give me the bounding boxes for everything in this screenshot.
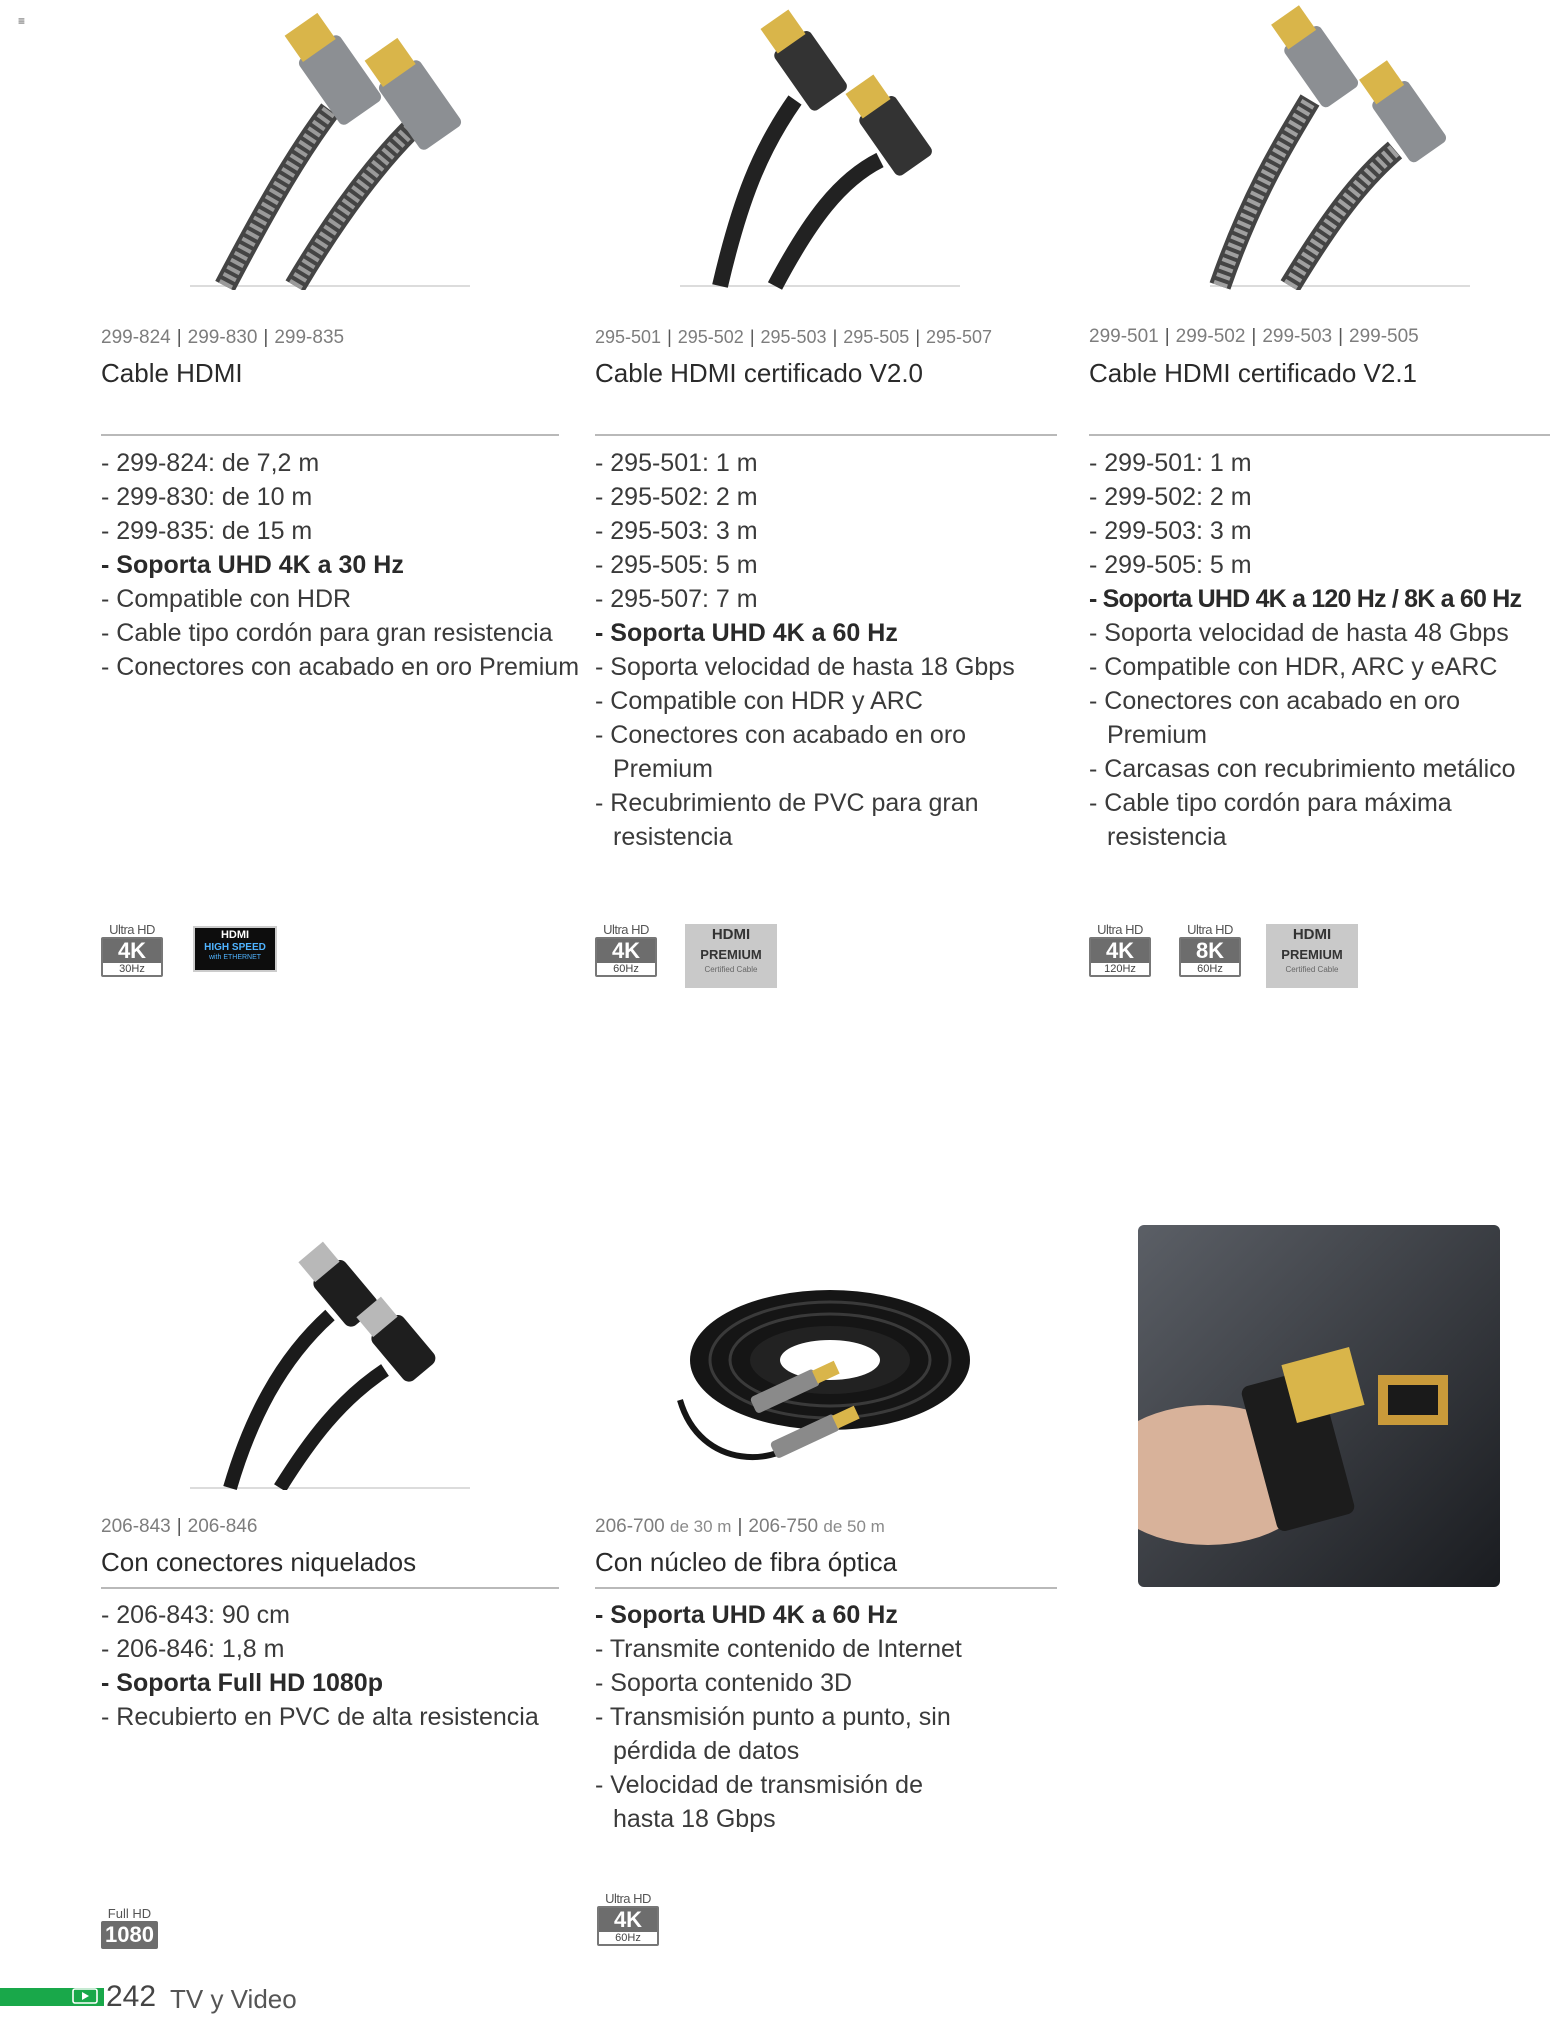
spec-item: - Recubierto en PVC de alta resistencia [101,1703,539,1731]
spec-item: - Recubrimiento de PVC para gran resistencia [595,789,979,851]
product-title: Cable HDMI certificado V2.0 [595,358,924,388]
spec-item: - 299-502: 2 m [1089,483,1252,511]
product-title: Cable HDMI [101,358,243,388]
spec-item: - 295-502: 2 m [595,483,758,511]
spec-item-highlight: - Soporta UHD 4K a 60 Hz [595,1601,898,1629]
spec-item: - Transmite contenido de Internet [595,1635,962,1663]
spec-item: - Soporta velocidad de hasta 18 Gbps [595,653,1015,681]
divider [595,1587,1057,1589]
spec-item: - Compatible con HDR y ARC [595,687,923,715]
uhd-4k-badge: Ultra HD 4K 60Hz [597,1891,659,1955]
spec-item: - Compatible con HDR, ARC y eARC [1089,653,1498,681]
spec-item: - Velocidad de transmisión de hasta 18 Gbps [595,1771,923,1833]
spec-item-highlight: - Soporta UHD 4K a 60 Hz [595,619,898,647]
divider [101,1587,559,1589]
uhd-4k-badge: Ultra HD 4K 30Hz [101,922,163,986]
hdmi-premium-logo: HDMI PREMIUM Certified Cable [1266,924,1358,988]
spec-item: - 295-503: 3 m [595,517,758,545]
spec-item: - Soporta contenido 3D [595,1669,853,1697]
uhd-4k-badge: Ultra HD 4K 120Hz [1089,922,1151,986]
product-title: Cable HDMI certificado V2.1 [1089,358,1418,388]
spec-item: - 206-846: 1,8 m [101,1635,285,1663]
spec-list [595,1598,1015,1836]
product-codes: 299-501 | 299-502 | 299-503 | 299-505 [1089,326,1419,347]
spec-item: - 295-507: 7 m [595,585,758,613]
product-codes: 206-700 de 30 m | 206-750 de 50 m [595,1516,885,1537]
hdmi-high-speed-logo: HDMI HIGH SPEED with ETHERNET [193,926,277,972]
spec-list [595,446,1065,854]
spec-item-highlight: - Soporta UHD 4K a 120 Hz / 8K a 60 Hz [1089,585,1522,613]
divider [1089,434,1550,436]
spec-item: - 299-505: 5 m [1089,551,1252,579]
hdmi-certified-v20-cable-photo [670,0,990,290]
spec-item: - Conectores con acabado en oro Premium [1089,687,1461,749]
hdmi-nickel-cable-photo [180,1240,500,1490]
spec-list [101,1598,581,1734]
divider [595,434,1057,436]
uhd-8k-badge: Ultra HD 8K 60Hz [1179,922,1241,986]
page-number: 242 [106,1980,157,2013]
tv-section-icon [72,1988,98,2006]
spec-list [1089,446,1549,854]
spec-item: - Soporta velocidad de hasta 48 Gbps [1089,619,1509,647]
spec-item: - Carcasas con recubrimiento metálico [1089,755,1516,783]
spec-item: - Compatible con HDR [101,585,352,613]
spec-item: - 299-835: de 15 m [101,517,313,545]
full-hd-1080-badge: Full HD 1080 [101,1906,158,1949]
spec-item: - Cable tipo cordón para máxima resistencia [1089,789,1452,851]
section-title: TV y Video [170,1984,297,2014]
spec-item-highlight: - Soporta Full HD 1080p [101,1669,383,1697]
product-codes: 206-843 | 206-846 [101,1516,258,1537]
hdmi-port-photo [1138,1225,1500,1587]
spec-item: - Cable tipo cordón para gran resistencia [101,619,553,647]
spec-item: - 206-843: 90 cm [101,1601,290,1629]
spec-item: - 299-503: 3 m [1089,517,1252,545]
spec-item: - 299-824: de 7,2 m [101,449,320,477]
hdmi-premium-logo: HDMI PREMIUM Certified Cable [685,924,777,988]
spec-item: - 299-830: de 10 m [101,483,313,511]
uhd-4k-badge: Ultra HD 4K 60Hz [595,922,657,986]
hdmi-fiber-coil-photo [660,1270,990,1490]
spec-item: - 295-505: 5 m [595,551,758,579]
spec-list [101,446,581,684]
spec-item: - Transmisión punto a punto, sin pérdida de datos [595,1703,951,1765]
product-title: Con conectores niquelados [101,1547,417,1577]
spec-item: - 299-501: 1 m [1089,449,1252,477]
product-codes: 295-501 | 295-502 | 295-503 | 295-505 | 295-507 [595,327,993,347]
page-marker-icon: ≡ [18,14,26,28]
spec-item: - Conectores con acabado en oro Premium [595,721,967,783]
spec-item-highlight: - Soporta UHD 4K a 30 Hz [101,551,404,579]
product-title: Con núcleo de fibra óptica [595,1547,898,1577]
spec-item: - Conectores con acabado en oro Premium [101,653,580,681]
spec-item: - 295-501: 1 m [595,449,758,477]
hdmi-braided-cable-photo [180,0,500,290]
divider [101,434,559,436]
hdmi-certified-v21-cable-photo [1180,0,1500,290]
product-codes: 299-824 | 299-830 | 299-835 [101,327,345,348]
